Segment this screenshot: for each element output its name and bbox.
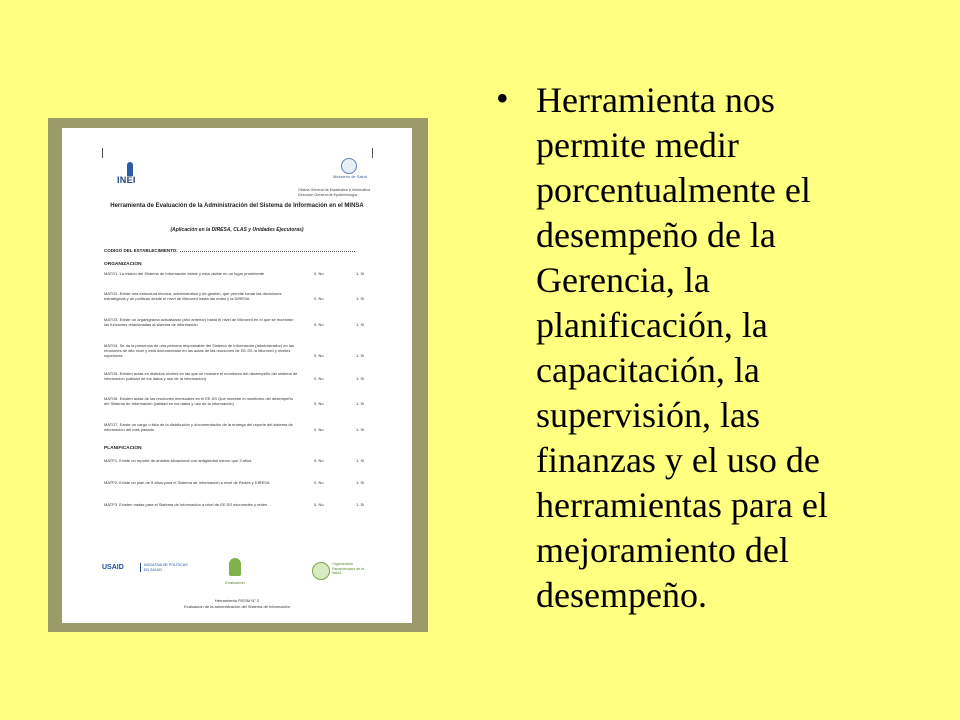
plan-item: [104, 502, 374, 507]
item-question: MATO3. Existe un organigrama actualizado (año anterior) hasta el nivel de Microred en el que se muestran las funciones relacionadas al sistema de información: [104, 317, 294, 328]
crop-mark: [102, 148, 103, 158]
plan-item: [104, 458, 374, 463]
usaid-logo: USAID: [102, 564, 124, 571]
answer-no: 0. No: [314, 296, 324, 302]
item-question: MATO6. Existen actas de las reuniones mensuales en el EE.SS Que muestre el monitoreo del desempeño del Sistema de Información (calidad en los datos y uso de la información): [104, 396, 293, 407]
plan-item: [104, 480, 374, 485]
sponsor-logos: [102, 558, 372, 593]
answer-no: 0. No: [314, 480, 324, 485]
answer-si: 1. Si: [356, 502, 365, 507]
answer-si: 1. Si: [356, 401, 365, 407]
minsa-logo-text: Ministerio de Salud: [332, 174, 368, 179]
answer-no: 0. No: [314, 353, 324, 359]
answer-si: 1. Si: [356, 376, 365, 382]
bullet-icon: •: [496, 78, 509, 118]
org-item: [104, 291, 374, 301]
evaluacion-figure-icon: [229, 558, 241, 576]
item-question: MATP2. Existe un plan de 5 años para el Sistema de Información a nivel de Redes y DIRESA: [104, 480, 270, 485]
section-planificacion: PLANIFICACION: [104, 446, 142, 451]
org-item: [104, 396, 374, 406]
minsa-emblem-icon: [341, 158, 357, 174]
answer-si: 1. Si: [356, 458, 365, 463]
document-thumbnail-frame: [48, 118, 428, 632]
answer-si: 1. Si: [356, 353, 365, 359]
answer-no: 0. No: [314, 322, 324, 328]
section-organizacion: ORGANIZACION: [104, 262, 142, 267]
item-question: MATO7. Existe un cargo o lista de la distribución y documentación de la entrega del reporte del sistema de información del mes pasado: [104, 422, 293, 433]
org-item: [104, 343, 374, 359]
ops-logo: [312, 560, 372, 588]
office-lines: [298, 188, 403, 198]
org-item: [104, 271, 374, 276]
codigo-establecimiento: [104, 248, 355, 253]
document-title: Herramienta de Evaluación de la Administración del Sistema de Información en el MINSA: [110, 203, 364, 209]
office-line: Dirección General de Epidemiología: [298, 193, 358, 197]
answer-no: 0. No: [314, 271, 324, 276]
item-question: MATO1. La misión del Sistema de Información existe y está visible en un lugar prominente: [104, 271, 265, 276]
document-subtitle: (Aplicación en la DIRESA, CLAS y Unidades Ejecutoras): [170, 227, 304, 233]
crop-mark: [372, 148, 373, 158]
org-item: [104, 422, 374, 432]
codigo-blank: [180, 248, 355, 252]
inei-logo-mark-icon: [127, 162, 133, 176]
ops-globe-icon: [312, 562, 330, 580]
item-question: MATO2. Existe una estructura técnica, administrativa y de gestión, que permite tomar las decisiones estratégicas y de políticas desde el nivel de Microred hasta las redes y la DIRESA: [104, 291, 282, 302]
codigo-label: CODIGO DEL ESTABLECIMIENTO:: [104, 248, 178, 253]
answer-no: 0. No: [314, 401, 324, 407]
item-question: MATO4. Se da la presencia de una persona responsable del Sistema de Información (administrador) en las reuniones de alto nivel y está documentado en las actas de las reuniones de EE.SS /a Microred y niveles superiores: [104, 343, 294, 359]
answer-no: 0. No: [314, 376, 324, 382]
ops-text: Organización Panamericana de la Salud: [332, 562, 364, 575]
document-footer: [102, 598, 372, 609]
evaluacion-text: Evaluación: [225, 580, 245, 585]
inei-logo-text: INEI: [117, 175, 136, 185]
footer-line: Evaluación de la administración del Sistema de Información: [184, 603, 290, 609]
answer-si: 1. Si: [356, 271, 365, 276]
usaid-subtitle: INICIATIVA DE POLÍTICAS EN SALUD: [140, 563, 188, 572]
answer-si: 1. Si: [356, 322, 365, 328]
answer-no: 0. No: [314, 458, 324, 463]
evaluacion-logo: [220, 558, 250, 590]
org-item: [104, 317, 374, 327]
item-question: MATP3. Existen metas para el Sistema de Información a nivel de EE.SS microredes y redes: [104, 502, 268, 507]
answer-si: 1. Si: [356, 480, 365, 485]
answer-si: 1. Si: [356, 427, 365, 433]
office-line: Oficina General de Estadística e Informática: [298, 188, 371, 192]
footer-line: Herramienta FIESM N° 2: [214, 598, 260, 603]
answer-no: 0. No: [314, 427, 324, 433]
minsa-logo: [320, 158, 380, 186]
document-page: [62, 128, 412, 623]
bullet-text: Herramienta nos permite medir porcentualmente el desempeño de la Gerencia, la planificación, la capacitación, la supervisión, las finanzas y el uso de herramientas para el mejoramiento del desempeño.: [536, 80, 828, 615]
item-question: MATO5. Existen actas en distintos niveles en las que se muestre el monitoreo del desempeño del sistema de información (calidad de los datos y uso de la información): [104, 371, 298, 382]
item-question: MATP1. Existe un reporte de análisis situacional con antigüedad menor que 3 años: [104, 458, 252, 463]
answer-si: 1. Si: [356, 296, 365, 302]
answer-no: 0. No: [314, 502, 324, 507]
org-item: [104, 371, 374, 381]
inei-logo: [117, 162, 157, 188]
